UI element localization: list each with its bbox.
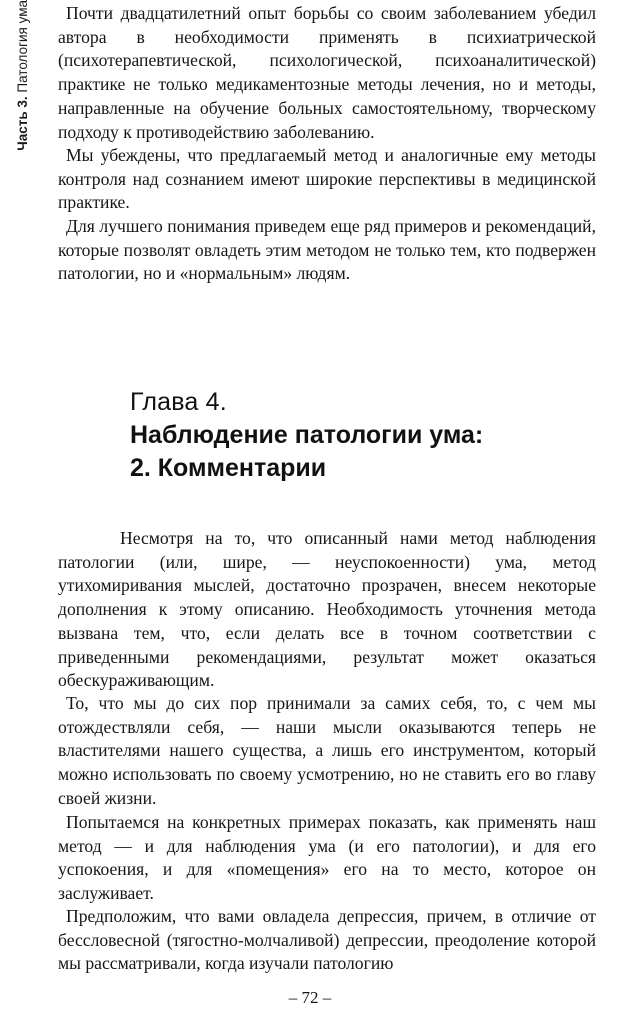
chapter-number: Глава 4. xyxy=(130,388,227,416)
running-head xyxy=(0,0,30,190)
top-paragraph-1: Почти двадцатилетний опыт борьбы со своим заболеванием убедил автора в необходимости применять в психиатрической (психотерапевтической, психологической, психоаналитической) практике не только медикаментозные методы лечения, но и методы, направленные на обучение больных самостоятельному, творческому подходу к противодействию заболеванию. xyxy=(58,3,596,142)
chapter-heading xyxy=(130,386,590,485)
chapter-title-line-1: Наблюдение патологии ума: xyxy=(130,421,484,449)
running-head-part-label: Часть 3. xyxy=(15,96,30,151)
body-paragraph-4: Предположим, что вами овладела депрессия, причем, в отличие от бессловесной (тягостно-молчаливой) депрессии, преодоление которой мы рассматривали, когда изучали патологию xyxy=(58,906,596,974)
page-number: – 72 – xyxy=(288,988,332,1007)
running-head-text xyxy=(15,0,30,190)
top-paragraph-3: Для лучшего понимания приведем еще ряд примеров и рекомендаций, которые позволят овладеть этим методом не только тем, кто подвержен патологии, но и «нормальным» людям. xyxy=(58,216,596,284)
body-paragraph-3: Попытаемся на конкретных примерах показать, как применять наш метод — и для наблюдения ума (и его патологии), и для его успокоения, и для «помещения» его на то место, которое он заслуживает. xyxy=(58,812,596,904)
top-paragraph-2: Мы убеждены, что предлагаемый метод и аналогичные ему методы контроля над сознанием имеют широкие перспективы в медицинской практике. xyxy=(58,145,596,213)
chapter-title-line-2: 2. Комментарии xyxy=(130,454,327,482)
running-head-part-title: Патология ума xyxy=(15,0,30,93)
body-paragraph-2: То, что мы до сих пор принимали за самих себя, то, с чем мы отождествляли себя, — наши мысли оказываются теперь не властителями нашего существа, а лишь его инструментом, который можно использовать по своему усмотрению, но не ставить его во главу своей жизни. xyxy=(58,693,596,808)
body-paragraph-1: Несмотря на то, что описанный нами метод наблюдения патологии (или, шире, — неуспокоенности) ума, метод утихомиривания мыслей, достаточно прозрачен, внесем некоторые дополнения к этому описанию. Необходимость уточнения метода вызвана тем, что, если делать все в точном соответствии с приведенными рекомендациями, результат может оказаться обескураживающим. xyxy=(58,528,596,691)
